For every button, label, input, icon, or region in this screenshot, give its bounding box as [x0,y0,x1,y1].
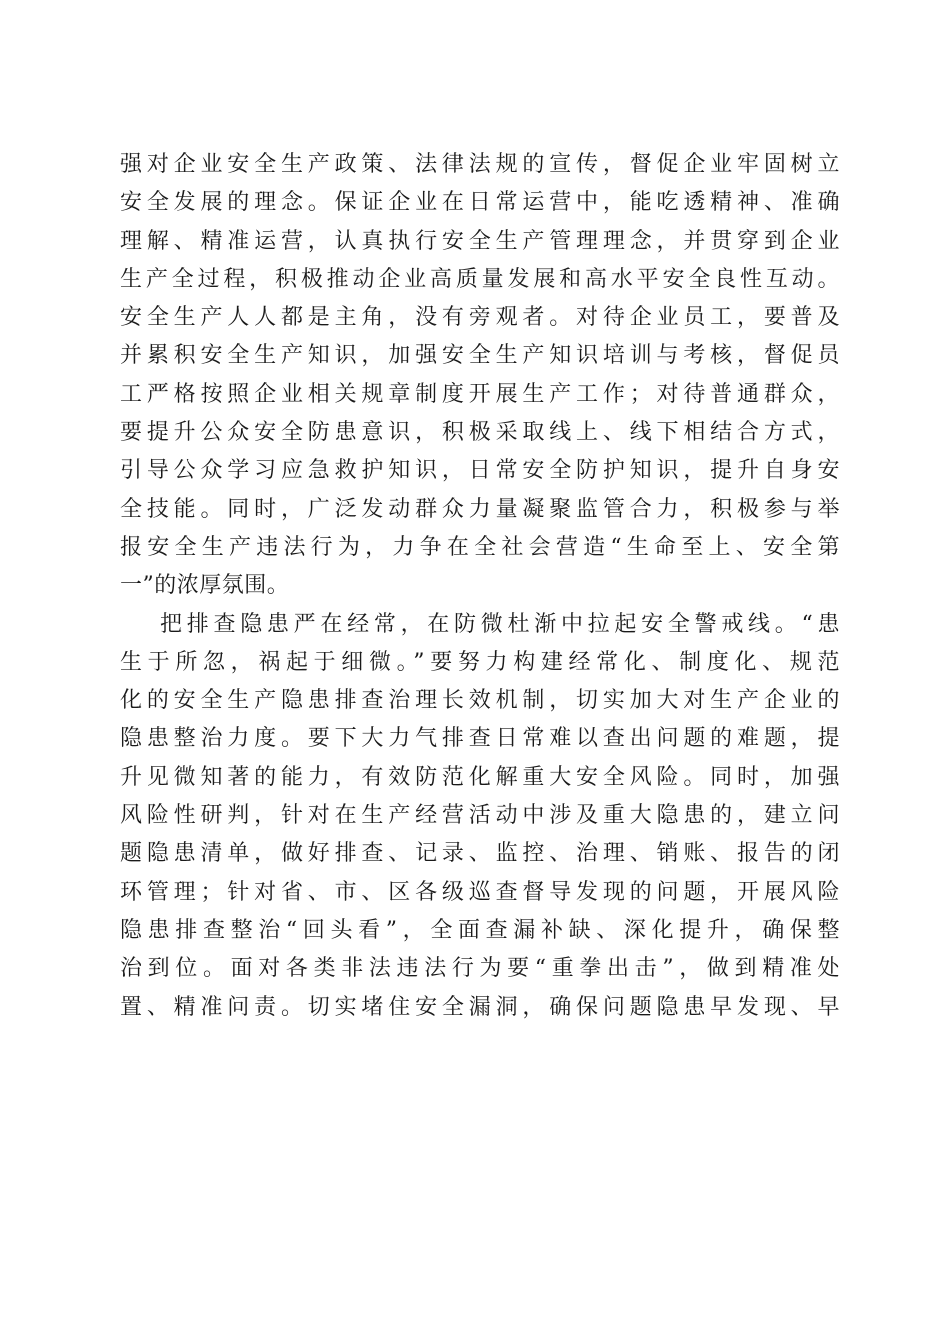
paragraph-1 [120,146,840,606]
text-line: 风险性研判，针对在生产经营活动中涉及重大隐患的，建立问 [120,803,840,829]
text-line: 隐患排查整治“回头看”，全面查漏补缺、深化提升，确保整 [120,917,840,943]
paragraph-2 [120,606,840,1027]
text-line: 治到位。面对各类非法违法行为要“重拳出击”，做到精准处 [120,956,840,982]
text-line: 引导公众学习应急救护知识，日常安全防护知识，提升自身安 [120,458,840,484]
text-line: 生产全过程，积极推动企业高质量发展和高水平安全良性互动。 [120,266,840,292]
text-line: 隐患整治力度。要下大力气排查日常难以查出问题的难题，提 [120,726,840,752]
text-line: 化的安全生产隐患排查治理长效机制，切实加大对生产企业的 [120,688,840,714]
text-line: 并累积安全生产知识，加强安全生产知识培训与考核，督促员 [120,343,840,369]
text-line: 安全生产人人都是主角，没有旁观者。对待企业员工，要普及 [120,305,840,331]
text-line: 环管理；针对省、市、区各级巡查督导发现的问题，开展风险 [120,879,840,905]
text-line: 全技能。同时，广泛发动群众力量凝聚监管合力，积极参与举 [120,496,840,522]
text-line: 生于所忽，祸起于细微。”要努力构建经常化、制度化、规范 [120,649,840,675]
body-text [120,146,840,1027]
text-line: 强对企业安全生产政策、法律法规的宣传，督促企业牢固树立 [120,152,840,177]
text-line: 要提升公众安全防患意识，积极采取线上、线下相结合方式， [120,420,840,446]
text-line: 理解、精准运营，认真执行安全生产管理理念，并贯穿到企业 [120,228,840,254]
text-line: 升见微知著的能力，有效防范化解重大安全风险。同时，加强 [120,764,840,790]
text-line: 报安全生产违法行为，力争在全社会营造“生命至上、安全第 [120,534,840,560]
text-line: 置、精准问责。切实堵住安全漏洞，确保问题隐患早发现、早 [120,994,840,1020]
text-line: 安全发展的理念。保证企业在日常运营中，能吃透精神、准确 [120,190,840,216]
text-line: 一”的浓厚氛围。 [120,573,290,599]
text-line: 工严格按照企业相关规章制度开展生产工作；对待普通群众， [120,381,840,407]
text-line: 题隐患清单，做好排查、记录、监控、治理、销账、报告的闭 [120,841,840,867]
text-line: 把排查隐患严在经常，在防微杜渐中拉起安全警戒线。“患 [160,611,840,637]
